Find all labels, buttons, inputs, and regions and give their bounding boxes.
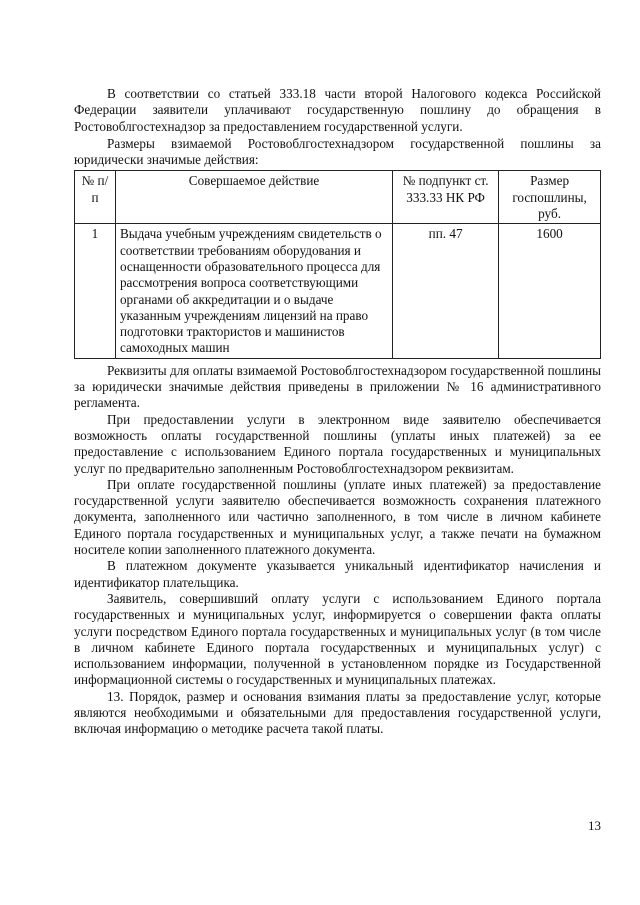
paragraph-section-13: 13. Порядок, размер и основания взимания платы за предоставление услуг, которые являются необходимыми и обязательными для предоставления государственной услуги, включая информацию о методике расчета такой платы. (74, 688, 601, 737)
row-subclause: пп. 47 (393, 224, 499, 358)
page-number: 13 (588, 818, 601, 833)
paragraph-identifier: В платежном документе указывается уникальный идентификатор начисления и идентификатор плательщика. (74, 558, 601, 590)
fee-table-header-row (75, 171, 601, 224)
row-num: 1 (75, 224, 116, 358)
header-action: Совершаемое действие (115, 171, 392, 224)
header-fee (499, 171, 601, 224)
header-num: № п/п (75, 171, 116, 224)
table-row (75, 224, 601, 358)
paragraph-tax-code: В соответствии со статьей 333.18 части второй Налогового кодекса Российской Федерации заявители уплачивают государственную пошлину до обращения в Ростовоблгостехнадзор за предоставлением государственной услуги. (74, 86, 601, 134)
row-action: Выдача учебным учреждениям свидетельств о соответствии требованиям оборудования и оснащенности образовательного процесса для рассмотрения вопроса соответствующими органами об аккредитации и о выдаче указанным учреждениям лицензий на право подготовки трактористов и машинистов самоходных машин (115, 224, 392, 358)
paragraph-payment-notice: Заявитель, совершивший оплату услуги с использованием Единого портала государственных и муниципальных услуг, информируется о совершении факта оплаты услуги посредством Единого портала государственных и муниципальных услуг (в том числе в личном кабинете Единого портала государственных и муниципальных услуг) с использованием информации, полученной в установленном порядке из Государственной информационной системы о государственных и муниципальных платежах. (74, 590, 601, 688)
header-subclause: № подпункт ст. 333.33 НК РФ (393, 171, 499, 224)
paragraph-requisites: Реквизиты для оплаты взимаемой Ростовоблгостехнадзором государственной пошлины за юридически значимые действия приведены в приложении № 16 административного регламента. (74, 362, 601, 411)
paragraph-save-document: При оплате государственной пошлины (уплате иных платежей) за предоставление государственной услуги заявителю обеспечивается возможность сохранения платежного документа, заполненного или частично заполненного, в том числе в личном кабинете Единого портала государственных и муниципальных услуг, а также печати на бумажном носителе копии заполненного платежного документа. (74, 476, 601, 558)
fee-table (74, 170, 601, 358)
header-fee-text: Размер госпошлины, руб. (512, 173, 587, 222)
paragraph-electronic-payment: При предоставлении услуги в электронном виде заявителю обеспечивается возможность оплаты государственной пошлины (уплаты иных платежей) за ее предоставление с использованием Единого портала государственных и муниципальных услуг по предварительно заполненным Ростовоблгостехнадзором реквизитам. (74, 411, 601, 476)
paragraph-fee-sizes: Размеры взимаемой Ростовоблгостехнадзором государственной пошлины за юридически значимые действия: (74, 135, 601, 168)
document-body (74, 86, 601, 738)
row-fee: 1600 (499, 224, 601, 358)
